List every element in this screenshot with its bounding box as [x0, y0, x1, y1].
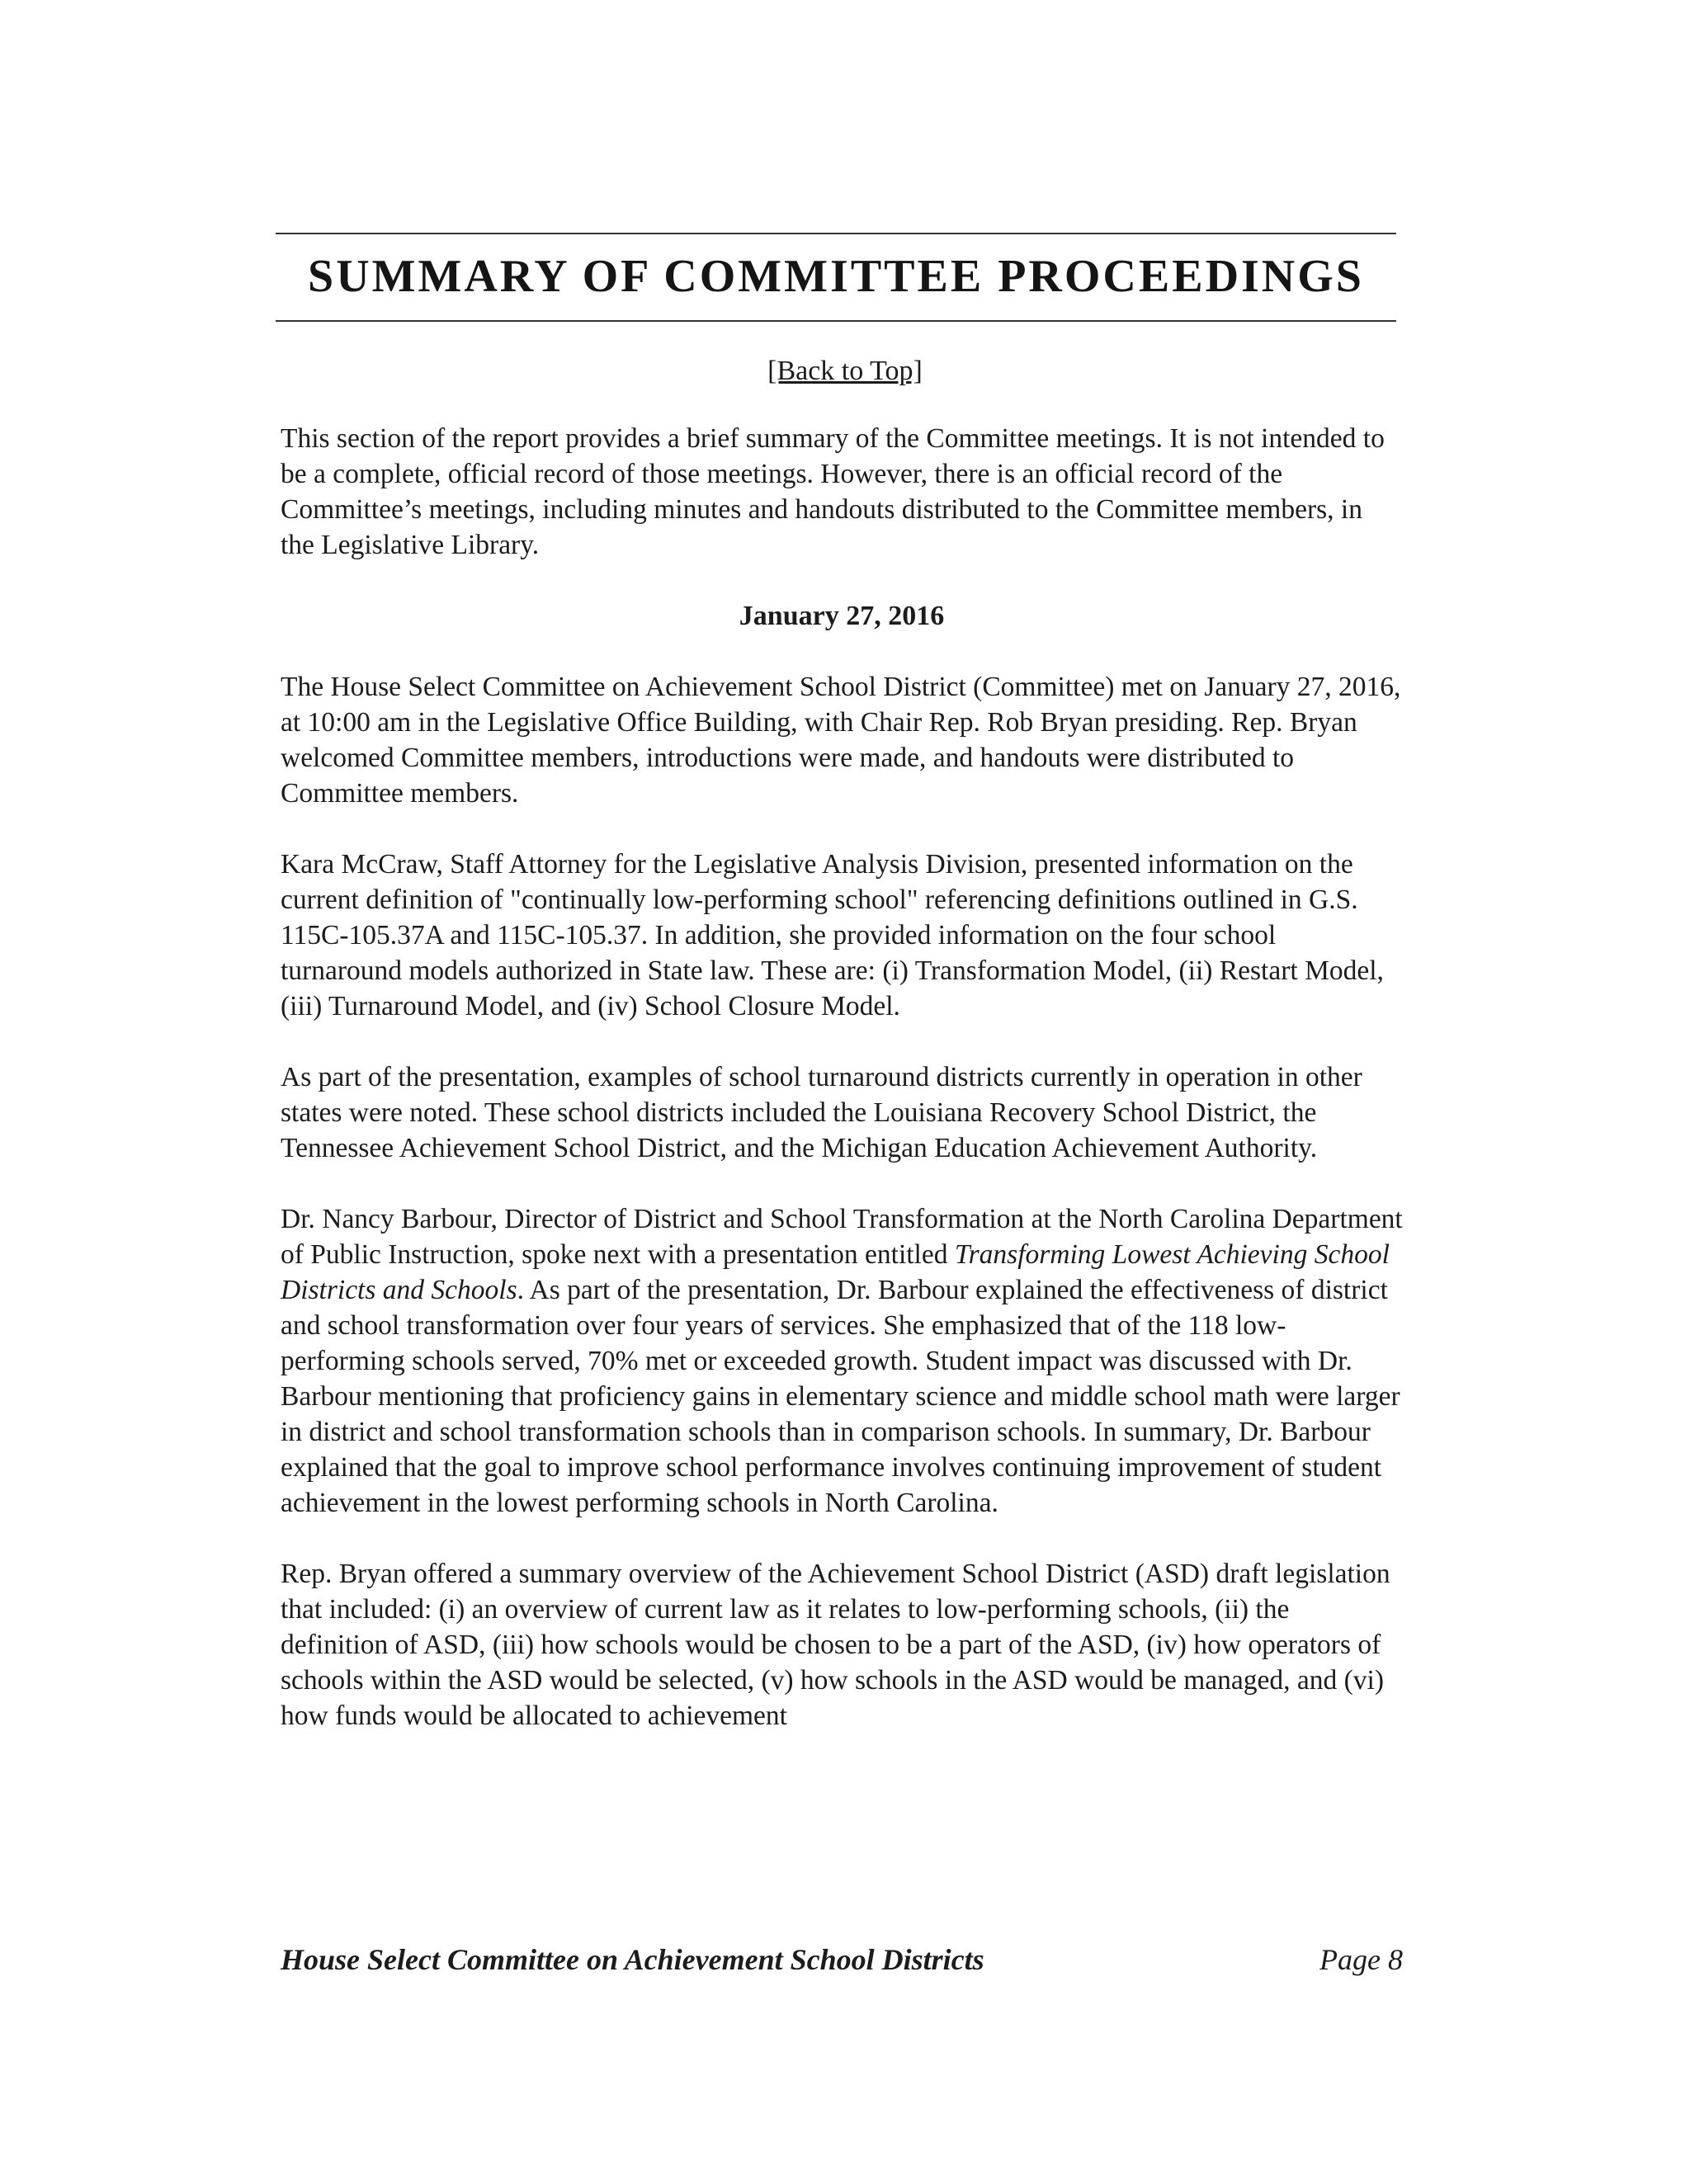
meeting-paragraph-2: Kara McCraw, Staff Attorney for the Legislative Analysis Division, presented information on the current definition of "continually low-performing school" referencing definitions outlined in G.S. 115C-105.37A and 115C-105.37. In addition, she provided information on the four school turnaround models authorized in State law. These are: (i) Transformation Model, (ii) Restart Model, (iii) Turnaround Model, and (iv) School Closure Model.	[281, 849, 1384, 1021]
page-title: SUMMARY OF COMMITTEE PROCEEDINGS	[308, 251, 1364, 302]
presentation-title: Transforming Lowest Achieving School Districts and Schools	[281, 1239, 1390, 1305]
footer-committee-name: House Select Committee on Achievement School Districts	[281, 1943, 984, 1976]
paragraph-4-rest: . As part of the presentation, Dr. Barbour explained the effectiveness of district and school transformation over four years of services. She emphasized that of the 118 low-performing schools served, 70% met or exceeded growth. Student impact was discussed with Dr. Barbour mentioning that proficiency gains in elementary science and middle school math were larger in district and school transformation schools than in comparison schools. In summary, Dr. Barbour explained that the goal to improve school performance involves continuing improvement of student achievement in the lowest performing schools in North Carolina.	[281, 1275, 1400, 1518]
meeting-paragraph-3: As part of the presentation, examples of school turnaround districts currently in operation in other states were noted. These school districts included the Louisiana Recovery School District, the Tennessee Achievement School District, and the Michigan Education Achievement Authority.	[281, 1062, 1362, 1163]
meeting-paragraph-5: Rep. Bryan offered a summary overview of the Achievement School District (ASD) draft legislation that included: (i) an overview of current law as it relates to low-performing schools, (ii) the definition of ASD, (iii) how schools would be chosen to be a part of the ASD, (iv) how operators of schools within the ASD would be selected, (v) how schools in the ASD would be managed, and (vi) how funds would be allocated to achievement	[281, 1559, 1390, 1731]
intro-paragraph: This section of the report provides a brief summary of the Committee meetings. It is not intended to be a complete, official record of those meetings. However, there is an official record of the Committee’s meetings, including minutes and handouts distributed to the Committee members, in the Legislative Library.	[281, 423, 1385, 560]
paragraph-4-lead: Dr. Nancy Barbour, Director of District and School Transformation at the North Carolina Department of Public Instruction, spoke next with a presentation entitled	[281, 1204, 1403, 1270]
body-text	[281, 421, 1403, 1769]
meeting-date-heading: January 27, 2016	[739, 601, 945, 631]
meeting-paragraph-1: The House Select Committee on Achievement School District (Committee) met on January 27, 2016, at 10:00 am in the Legislative Office Building, with Chair Rep. Rob Bryan presiding. Rep. Bryan welcomed Committee members, introductions were made, and handouts were distributed to Committee members.	[281, 672, 1401, 809]
title-bottom-rule	[276, 320, 1396, 322]
footer-page-number: Page 8	[1319, 1943, 1403, 1976]
title-top-rule	[276, 233, 1396, 234]
back-to-top-link[interactable]: [Back to Top]	[767, 356, 923, 386]
meeting-paragraph-4	[281, 1201, 1403, 1521]
